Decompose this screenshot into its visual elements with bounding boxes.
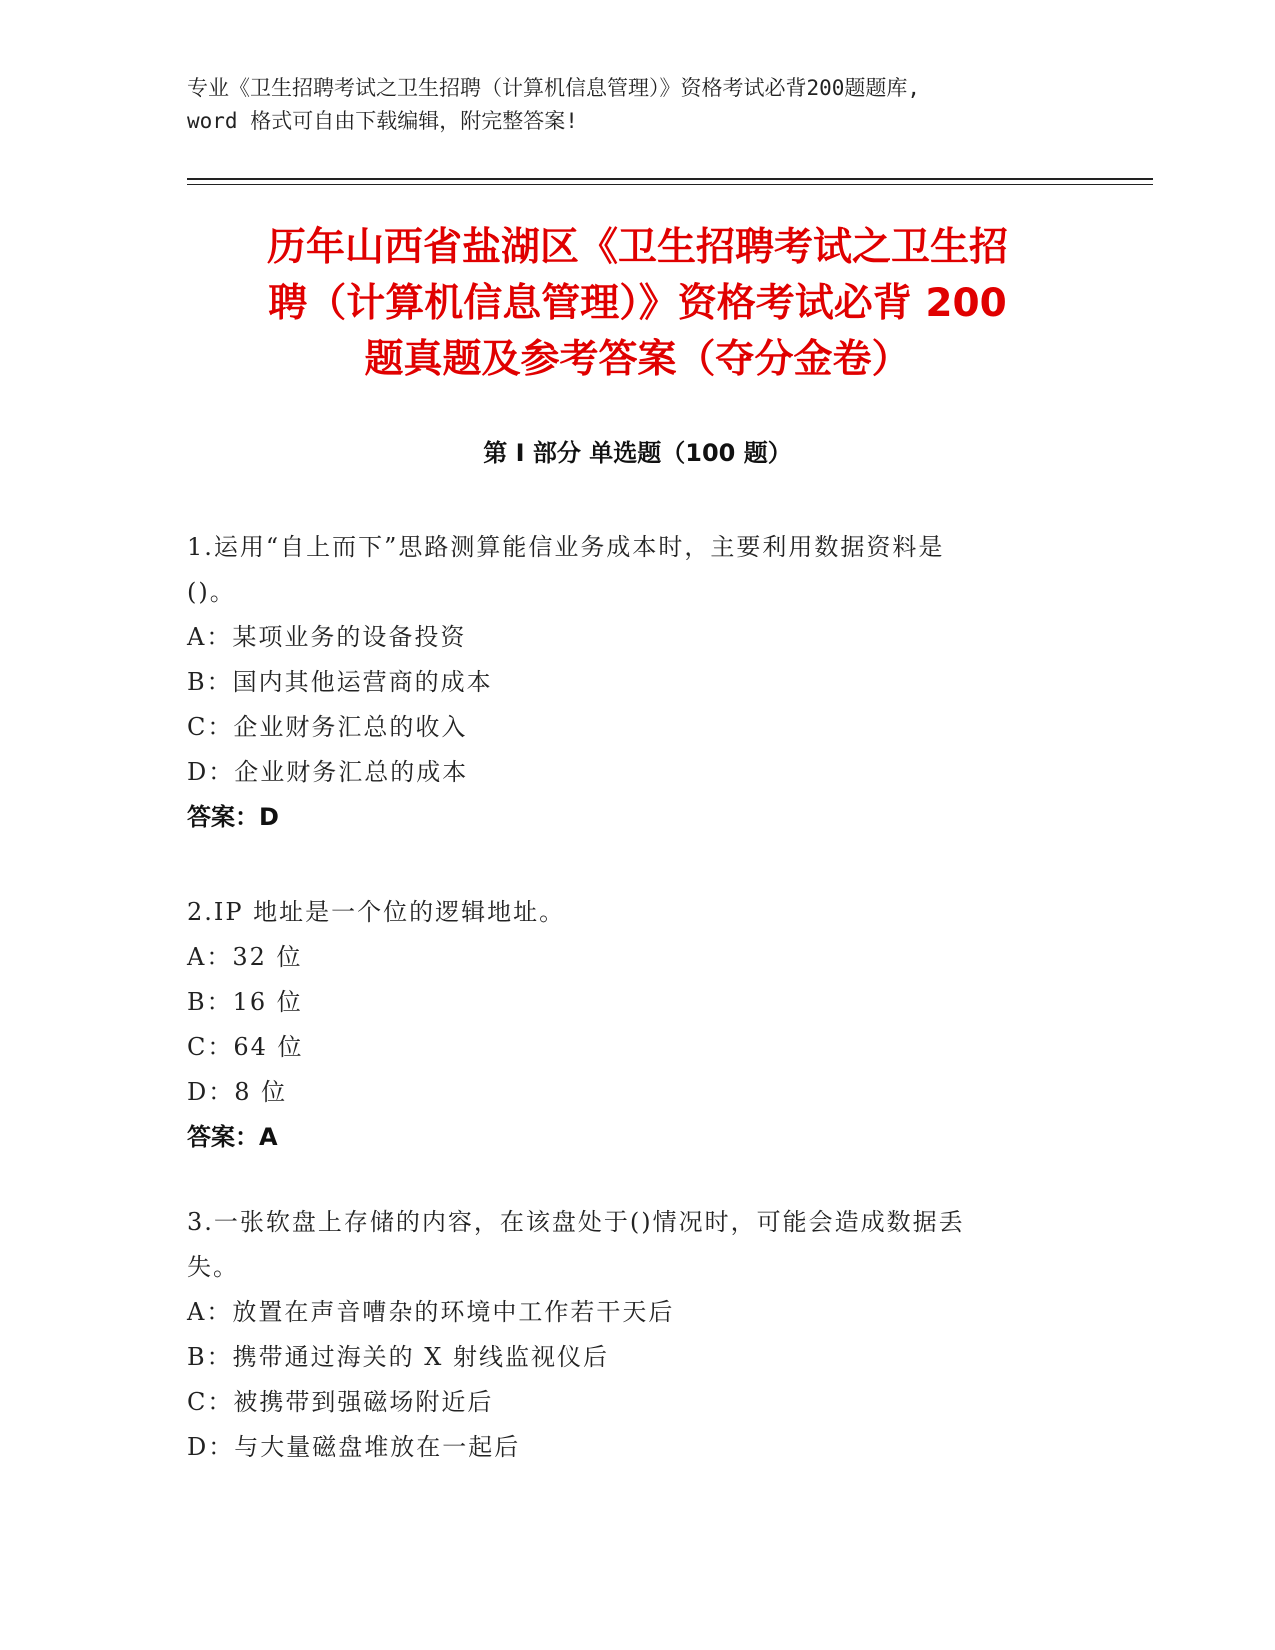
question-stem-line-1: 1.运用“自上而下”思路测算能信业务成本时，主要利用数据资料是 — [187, 533, 945, 561]
answer: 答案：D — [187, 803, 279, 831]
option-d: D：与大量磁盘堆放在一起后 — [187, 1433, 521, 1461]
question-stem-line-1: 3.一张软盘上存储的内容，在该盘处于()情况时，可能会造成数据丢 — [187, 1208, 965, 1236]
question-stem-line-2: 失。 — [187, 1253, 239, 1281]
question-stem-line-1: 2.IP 地址是一个位的逻辑地址。 — [187, 898, 566, 926]
option-b: B：国内其他运营商的成本 — [187, 668, 493, 696]
header-note — [187, 72, 1087, 138]
document-title-line-1: 历年山西省盐湖区《卫生招聘考试之卫生招 — [266, 225, 1008, 270]
header-rule-thin — [187, 184, 1153, 185]
question-2 — [187, 890, 1067, 1160]
header-note-line-2: word 格式可自由下载编辑，附完整答案! — [187, 109, 578, 133]
question-1 — [187, 525, 1067, 840]
document-title-line-2: 聘（计算机信息管理）》资格考试必背 200 — [268, 281, 1007, 326]
document-title-line-3: 题真题及参考答案（夺分金卷） — [364, 337, 911, 382]
answer: 答案：A — [187, 1123, 278, 1151]
option-c: C：64 位 — [187, 1033, 304, 1061]
option-c: C：企业财务汇总的收入 — [187, 713, 468, 741]
option-a: A：32 位 — [187, 943, 303, 971]
question-3 — [187, 1200, 1067, 1470]
document-title — [150, 220, 1125, 388]
option-c: C：被携带到强磁场附近后 — [187, 1388, 494, 1416]
option-d: D：8 位 — [187, 1078, 288, 1106]
header-rule-thick — [187, 178, 1153, 180]
header-note-line-1: 专业《卫生招聘考试之卫生招聘（计算机信息管理）》资格考试必背200题题库, — [187, 76, 921, 100]
section-title: 第 I 部分 单选题（100 题） — [483, 439, 792, 467]
option-a: A：放置在声音嘈杂的环境中工作若干天后 — [187, 1298, 675, 1326]
option-d: D：企业财务汇总的成本 — [187, 758, 469, 786]
question-stem-line-2: ()。 — [187, 578, 236, 606]
option-a: A：某项业务的设备投资 — [187, 623, 467, 651]
option-b: B：携带通过海关的 X 射线监视仪后 — [187, 1343, 609, 1371]
option-b: B：16 位 — [187, 988, 303, 1016]
